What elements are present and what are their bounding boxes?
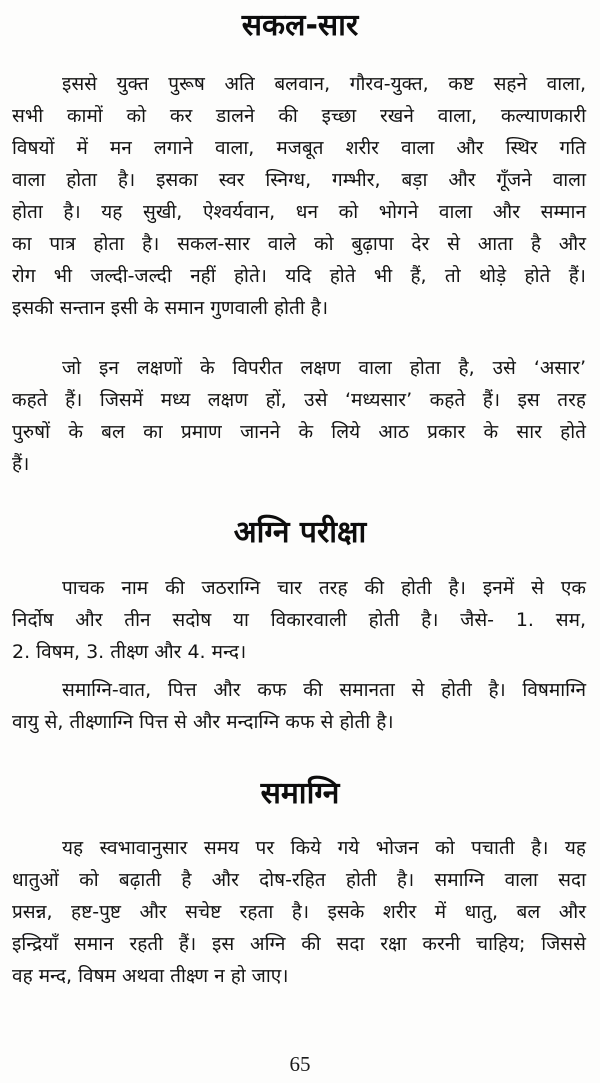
text-line: हैं। [12, 453, 30, 475]
text-line: यह स्वभावानुसार समय पर किये गये भोजन को पचाती है। यह [62, 837, 586, 859]
text-line: होता है। यह सुखी, ऐश्वर्यवान, धन को भोगने वाला और सम्मान [12, 201, 586, 223]
text-line: वायु से, तीक्ष्णाग्नि पित्त से और मन्दाग्नि कफ से होती है। [12, 711, 394, 733]
text-line: 2. विषम, 3. तीक्ष्ण और 4. मन्द। [12, 641, 247, 663]
text-line: पुरुषों के बल का प्रमाण जानने के लिये आठ प्रकार के सार होते [12, 421, 586, 443]
paragraph-agni-pariksha-1 [12, 572, 586, 668]
paragraph-sakal-saar-1 [12, 68, 586, 324]
text-line: प्रसन्न, हष्ट-पुष्ट और सचेष्ट रहता है। इसके शरीर में धातु, बल और [12, 901, 586, 923]
text-line: समाग्नि-वात, पित्त और कफ की समानता से होती है। विषमाग्नि [62, 679, 586, 701]
text-line: कहते हैं। जिसमें मध्य लक्षण हों, उसे ‘मध्यसार’ कहते हैं। इस तरह [12, 389, 586, 411]
text-line: इन्द्रियाँ समान रहती हैं। इस अग्नि की सदा रक्षा करनी चाहिय; जिससे [12, 933, 586, 955]
paragraph-sakal-saar-2 [12, 352, 586, 480]
paragraph-agni-pariksha-2 [12, 674, 586, 738]
text-line: इसकी सन्तान इसी के समान गुणवाली होती है। [12, 297, 329, 319]
text-line: वाला होता है। इसका स्वर स्निग्ध, गम्भीर, बड़ा और गूँजने वाला [12, 169, 586, 191]
text-line: का पात्र होता है। सकल-सार वाले को बुढ़ापा देर से आता है और [12, 233, 586, 255]
page-number: 65 [289, 1052, 311, 1076]
text-line: वह मन्द, विषम अथवा तीक्ष्ण न हो जाए। [12, 965, 289, 987]
section-heading-samagni: समाग्नि [260, 776, 340, 811]
text-line: विषयों में मन लगाने वाला, मजबूत शरीर वाला और स्थिर गति [12, 137, 586, 159]
text-line: रोग भी जल्दी-जल्दी नहीं होते। यदि होते भी हैं, तो थोड़े होते हैं। [12, 265, 586, 287]
text-line: पाचक नाम की जठराग्नि चार तरह की होती है। इनमें से एक [62, 577, 586, 599]
section-heading-agni-pariksha: अग्नि परीक्षा [233, 515, 367, 550]
text-line: निर्दोष और तीन सदोष या विकारवाली होती है। जैसे- 1. सम, [12, 609, 586, 631]
paragraph-samagni-1 [12, 832, 586, 992]
section-heading-sakal-saar: सकल-सार [241, 8, 359, 43]
text-line: धातुओं को बढ़ाती है और दोष-रहित होती है। समाग्नि वाला सदा [12, 869, 586, 891]
text-line: जो इन लक्षणों के विपरीत लक्षण वाला होता है, उसे ‘असार’ [62, 357, 586, 379]
text-line: सभी कामों को कर डालने की इच्छा रखने वाला, कल्याणकारी [12, 105, 586, 127]
text-line: इससे युक्त पुरूष अति बलवान, गौरव-युक्त, कष्ट सहने वाला, [62, 73, 586, 95]
